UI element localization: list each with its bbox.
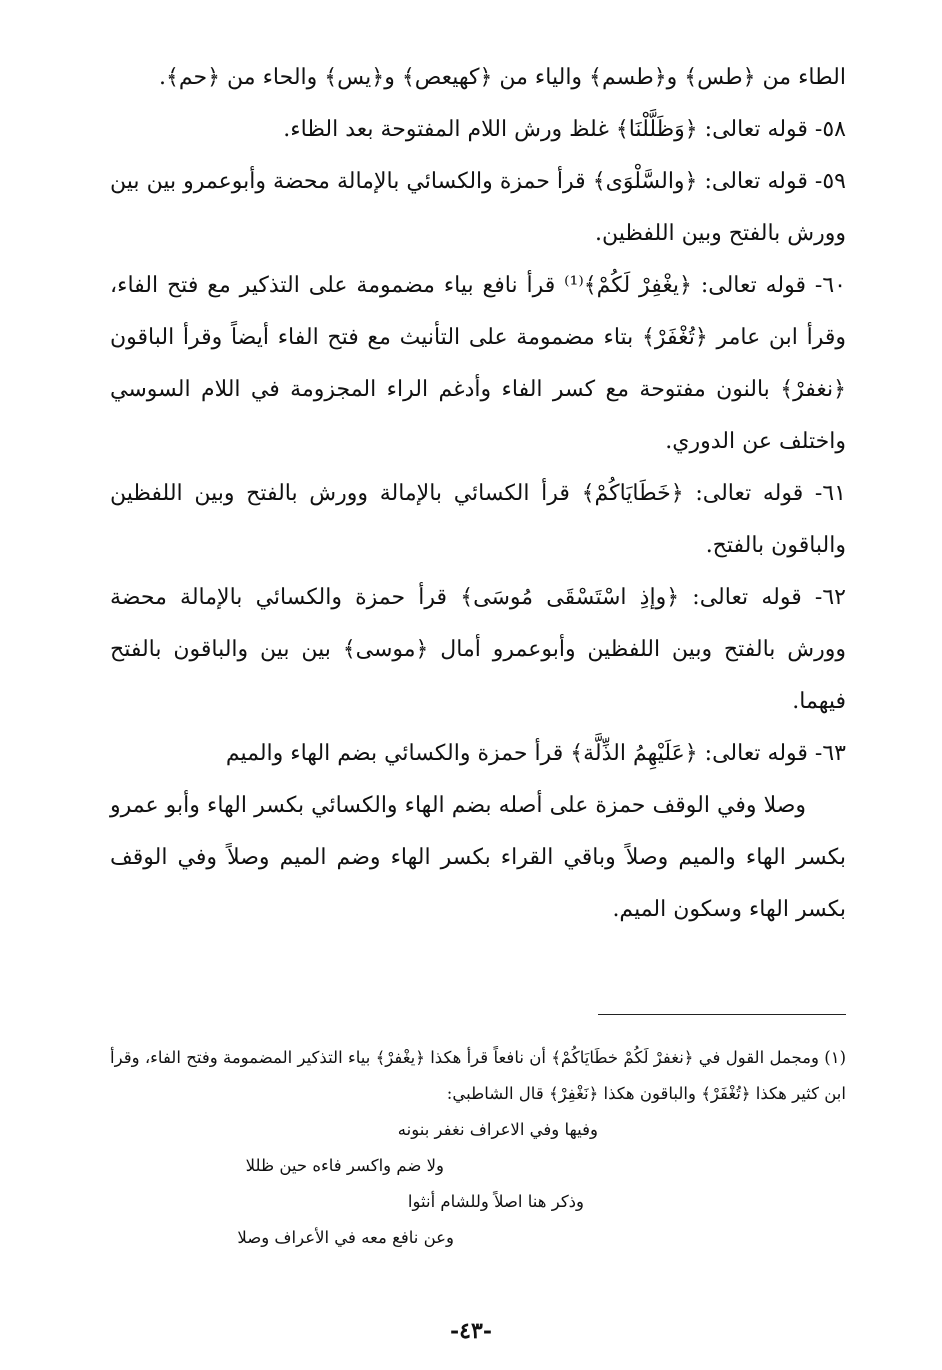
poem-verse-2: ولا ضم واكسر فاءه حين ظللا <box>245 1156 444 1175</box>
main-text <box>110 52 846 936</box>
paragraph-59: ٥٩- قوله تعالى: ﴿والسَّلْوَى﴾ قرأ حمزة والكسائي بالإمالة محضة وأبوعمرو بين بين وورش بالفتح وبين اللفظين. <box>110 169 846 246</box>
paragraph-63: ٦٣- قوله تعالى: ﴿عَلَيْهِمُ الذِّلَّة﴾ قرأ حمزة والكسائي بضم الهاء والميم <box>225 741 846 766</box>
paragraph-58: ٥٨- قوله تعالى: ﴿وَظَلَّلْنَا﴾ غلظ ورش اللام المفتوحة بعد الظاء. <box>283 117 846 142</box>
paragraph-61: ٦١- قوله تعالى: ﴿خَطَايَاكُمْ﴾ قرأ الكسائي بالإمالة وورش بالفتح وبين اللفظين والباقون بالفتح. <box>110 481 846 558</box>
paragraph-62: ٦٢- قوله تعالى: ﴿وإذِ اسْتَسْقَى مُوسَى﴾ قرأ حمزة والكسائي بالإمالة محضة وورش بالفتح وبين اللفظين وأبوعمرو أمال ﴿موسى﴾ بين بين والباقون بالفتح فيهما. <box>110 585 846 714</box>
footnote-text: (١) ومجمل القول في ﴿نغفرْ لَكُمْ خطَايَاكُمْ﴾ أن نافعاً قرأ هكذا ﴿يغْفرْ﴾ بياء التذكير المضمومة وفتح الفاء، وقرأ ابن كثير هكذا ﴿تُغْفَرْ﴾ والباقون هكذا ﴿نَغْفِرْ﴾ قال الشاطبي: <box>110 1048 846 1103</box>
poem-verse-4: وعن نافع معه في الأعراف وصلا <box>237 1228 454 1247</box>
paragraph-intro: الطاء من ﴿طس﴾ و﴿طسم﴾ والياء من ﴿كهيعص﴾ و﴿يس﴾ والحاء من ﴿حم﴾. <box>159 65 846 90</box>
page-number: -٤٣- <box>450 1318 492 1344</box>
footnote <box>110 1040 846 1256</box>
paragraph-60: ٦٠- قوله تعالى: ﴿يغْفِرْ لَكُمْ﴾⁽¹⁾ قرأ نافع بياء مضمومة على التذكير مع فتح الفاء، وقرأ ابن عامر ﴿تُغْفَرْ﴾ بتاء مضمومة على التأنيث مع فتح الفاء أيضاً وقرأ الباقون ﴿نغفرْ﴾ بالنون مفتوحة مع كسر الفاء وأدغم الراء المجزومة في اللام السوسي واختلف عن الدوري. <box>110 273 846 454</box>
poem-verse-1: وفيها وفي الاعراف نغفر بنونه <box>397 1120 598 1139</box>
paragraph-63-continued: وصلا وفي الوقف حمزة على أصله بضم الهاء والكسائي بكسر الهاء وأبو عمرو بكسر الهاء والميم وصلاً وباقي القراء بكسر الهاء وضم الميم وصلاً وفي الوقف بكسر الهاء وسكون الميم. <box>110 793 846 922</box>
poem-verse-3: وذكر هنا اصلاً وللشام أنثوا <box>407 1192 584 1211</box>
footnote-divider <box>598 1014 846 1015</box>
